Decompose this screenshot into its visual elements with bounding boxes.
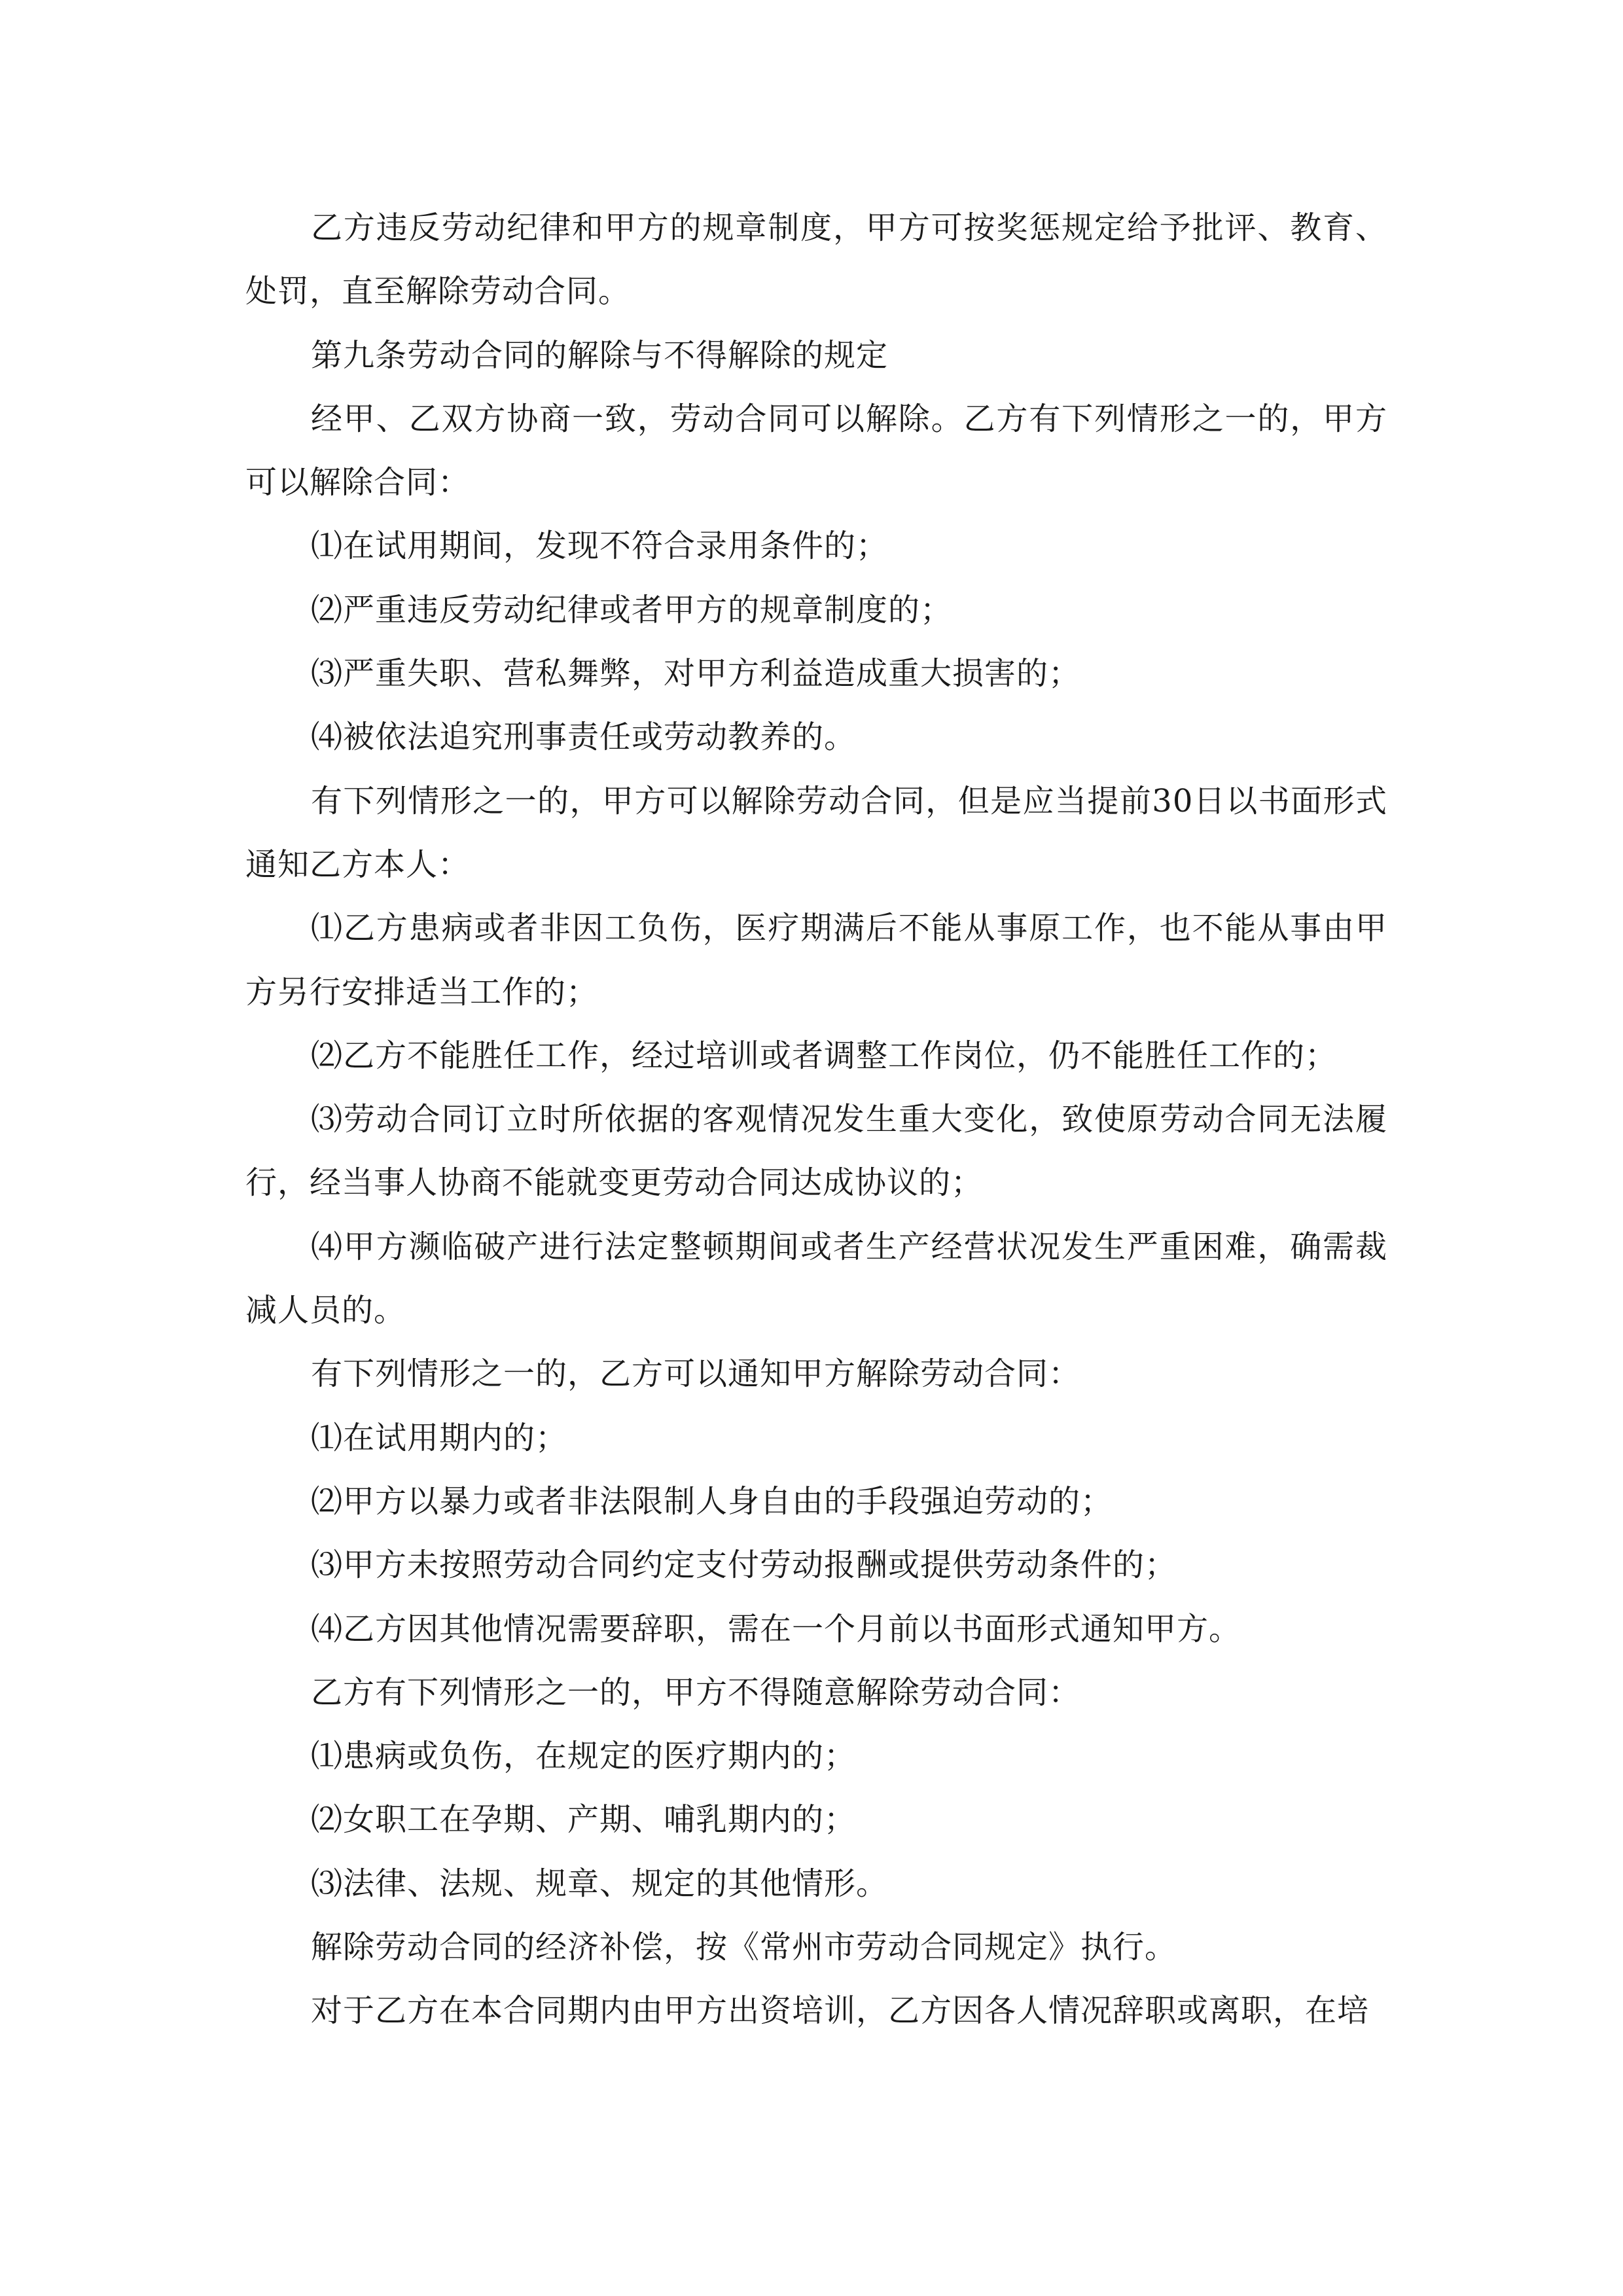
paragraph-1: 乙方违反劳动纪律和甲方的规章制度，甲方可按奖惩规定给予批评、教育、处罚，直至解除劳动合同。 [245, 209, 1387, 310]
paragraph-18: 乙方有下列情形之一的，甲方不得随意解除劳动合同： [311, 1674, 1081, 1711]
list-item: ⑶法律、法规、规章、规定的其他情形。 [311, 1865, 889, 1902]
list-item: ⑴乙方患病或者非因工负伤，医疗期满后不能从事原工作，也不能从事由甲方另行安排适当工作的； [245, 910, 1387, 1011]
list-item: ⑶劳动合同订立时所依据的客观情况发生重大变化，致使原劳动合同无法履行，经当事人协商不能就变更劳动合同达成协议的； [245, 1101, 1387, 1202]
section-heading: 第九条劳动合同的解除与不得解除的规定 [311, 336, 889, 374]
list-item: ⑷被依法追究刑事责任或劳动教养的。 [311, 719, 857, 756]
list-item: ⑴在试用期间，发现不符合录用条件的； [311, 528, 889, 565]
document-body [245, 196, 1387, 2043]
list-item: ⑴在试用期内的； [311, 1419, 568, 1456]
list-item: ⑵女职工在孕期、产期、哺乳期内的； [311, 1801, 857, 1839]
paragraph-23: 对于乙方在本合同期内由甲方出资培训，乙方因各人情况辞职或离职，在培 [311, 1992, 1370, 2030]
list-item: ⑵严重违反劳动纪律或者甲方的规章制度的； [311, 591, 953, 628]
list-item: ⑶甲方未按照劳动合同约定支付劳动报酬或提供劳动条件的； [311, 1547, 1177, 1584]
paragraph-13: 有下列情形之一的，乙方可以通知甲方解除劳动合同： [311, 1355, 1081, 1393]
paragraph-22: 解除劳动合同的经济补偿，按《常州市劳动合同规定》执行。 [311, 1929, 1177, 1966]
list-item: ⑵乙方不能胜任工作，经过培训或者调整工作岗位，仍不能胜任工作的； [311, 1037, 1338, 1074]
list-item: ⑴患病或负伤，在规定的医疗期内的； [311, 1738, 857, 1775]
list-item: ⑵甲方以暴力或者非法限制人身自由的手段强迫劳动的； [311, 1482, 1113, 1520]
list-item: ⑶严重失职、营私舞弊，对甲方利益造成重大损害的； [311, 655, 1081, 692]
list-item: ⑷乙方因其他情况需要辞职，需在一个月前以书面形式通知甲方。 [311, 1610, 1241, 1647]
paragraph-3: 经甲、乙双方协商一致，劳动合同可以解除。乙方有下列情形之一的，甲方可以解除合同： [245, 400, 1387, 501]
paragraph-8: 有下列情形之一的，甲方可以解除劳动合同，但是应当提前30日以书面形式通知乙方本人： [245, 782, 1387, 883]
list-item: ⑷甲方濒临破产进行法定整顿期间或者生产经营状况发生严重困难，确需裁减人员的。 [245, 1228, 1387, 1329]
